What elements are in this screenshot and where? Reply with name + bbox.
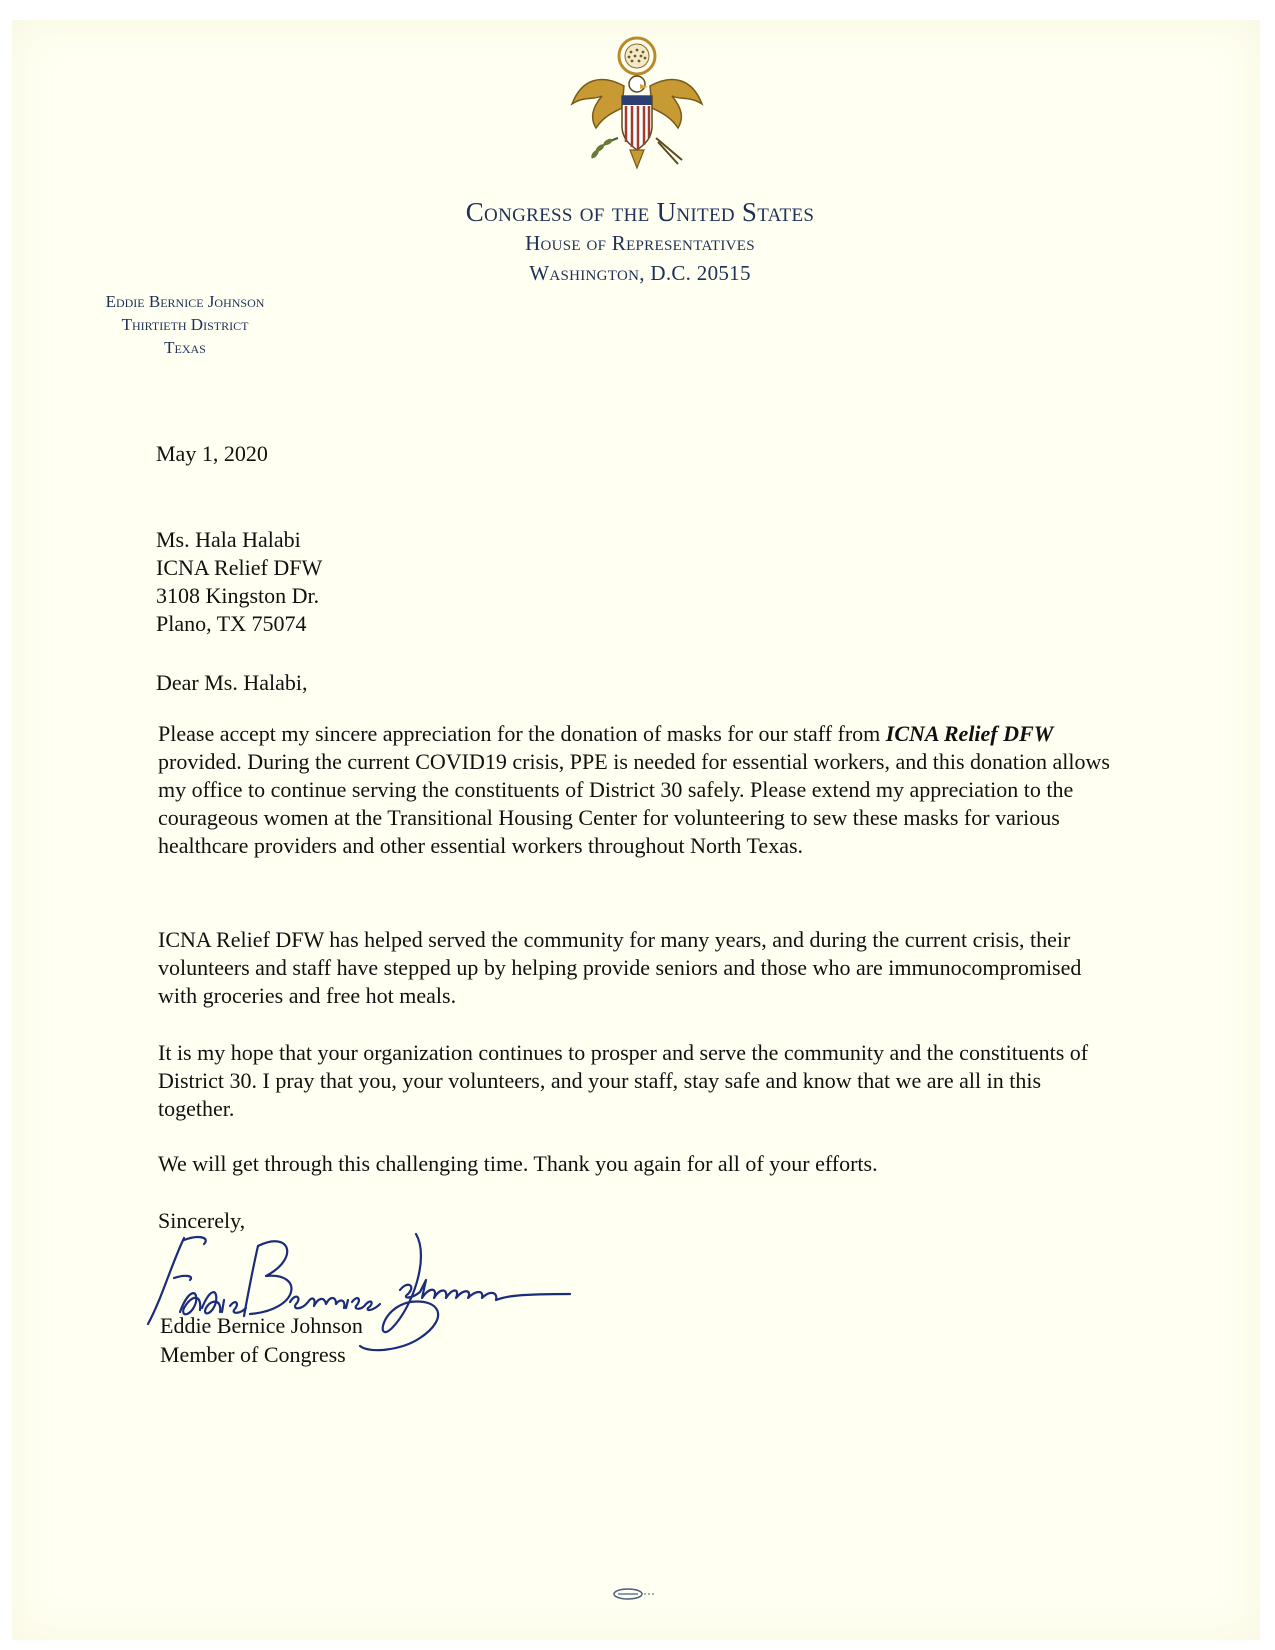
paragraph-1-start: Please accept my sincere appreciation for the donation of masks for our staff from (158, 721, 886, 746)
letter-date: May 1, 2020 (156, 441, 268, 466)
member-name: Eddie Bernice Johnson (105, 292, 265, 311)
recipient-org: ICNA Relief DFW (156, 555, 323, 580)
paragraph-3: It is my hope that your organization continues to prosper and serve the community and the constituents of District 30. I pray that you, your volunteers, and your staff, stay safe and know that we are all in this together. (158, 1040, 1089, 1121)
great-seal-icon (562, 34, 712, 174)
recipient-street: 3108 Kingston Dr. (156, 583, 320, 608)
recipient-city: Plano, TX 75074 (156, 611, 307, 636)
signer-name: Eddie Bernice Johnson (160, 1313, 363, 1338)
paragraph-2: ICNA Relief DFW has helped served the community for many years, and during the current crisis, their volunteers and staff have stepped up by helping provide seniors and those who are immunocompromised with groceries and free hot meals. (158, 927, 1082, 1008)
member-district: Thirtieth District (121, 315, 249, 334)
letterhead-congress: Congress of the United States (465, 197, 815, 227)
paragraph-1-emphasis: ICNA Relief DFW (885, 721, 1054, 746)
signer-title: Member of Congress (160, 1342, 346, 1367)
paragraph-4: We will get through this challenging time. Thank you again for all of your efforts. (158, 1151, 878, 1176)
member-state: Texas (164, 338, 206, 357)
member-block (80, 290, 290, 359)
salutation: Dear Ms. Halabi, (156, 670, 308, 695)
letterhead-address: Washington, D.C. 20515 (529, 261, 751, 285)
letterhead-house: House of Representatives (525, 231, 755, 255)
paragraph-1 (158, 720, 1118, 860)
letterhead (380, 196, 900, 288)
closing: Sincerely, (158, 1208, 246, 1233)
recipient-name: Ms. Hala Halabi (156, 527, 301, 552)
recipient-address (156, 526, 322, 638)
recycled-paper-mark-icon (608, 1587, 656, 1601)
paragraph-1-end: provided. During the current COVID19 crisis, PPE is needed for essential workers, and this donation allows my office to continue serving the constituents of District 30 safely. Please extend my appreciation to the courageous women at the Transitional Housing Center for volunteering to sew these masks for various healthcare providers and other essential workers throughout North Texas. (158, 749, 1110, 858)
